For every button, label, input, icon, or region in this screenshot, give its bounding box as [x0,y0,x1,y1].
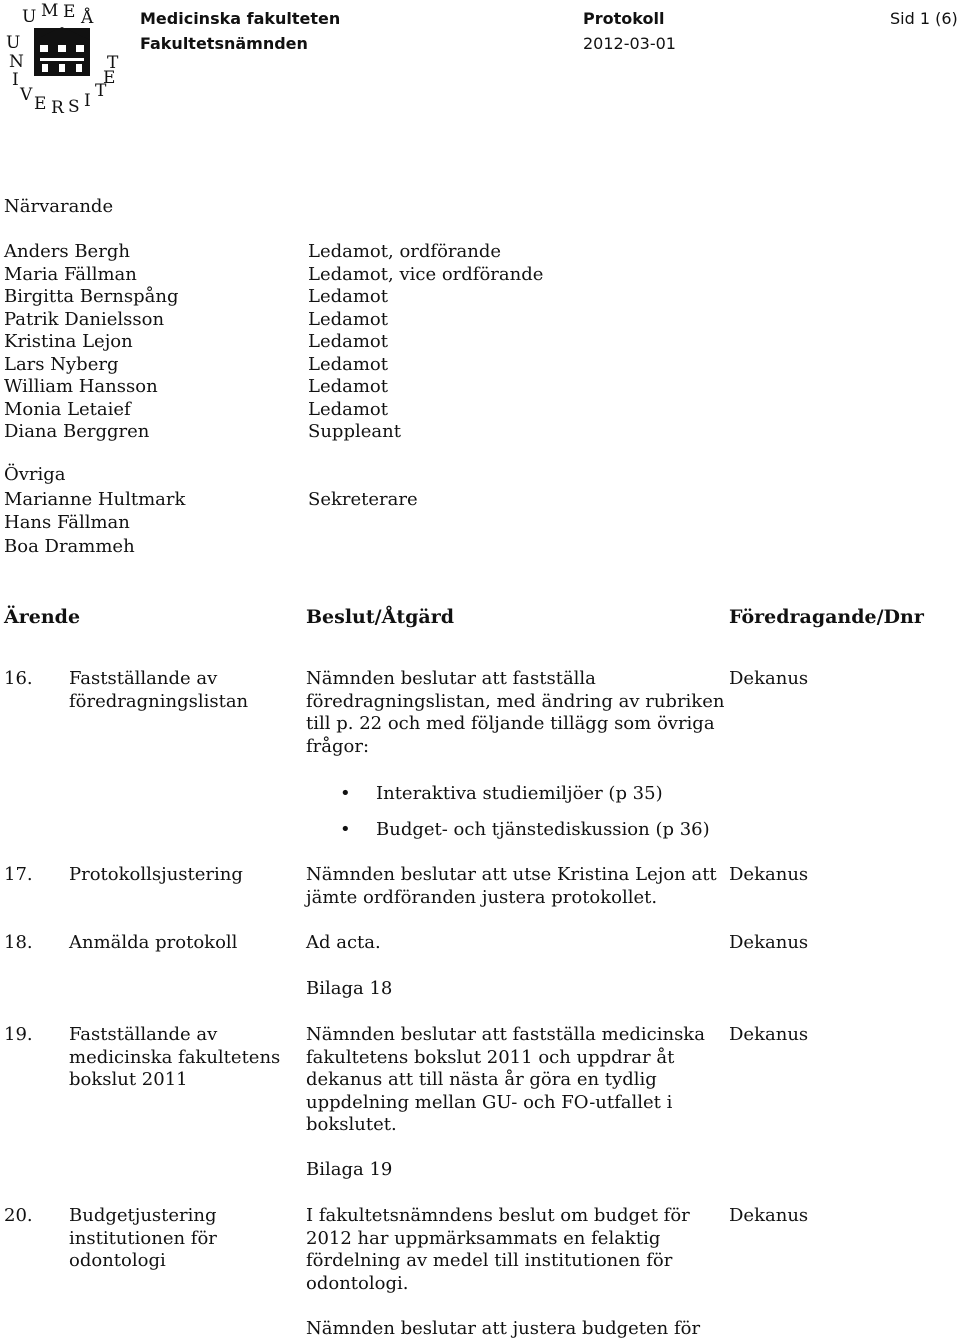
item-title [69,932,237,955]
member-name: Kristina Lejon [4,331,133,352]
attachment-reference: Bilaga 18 [306,978,393,999]
other-role: Sekreterare [308,489,418,510]
others-roles [308,489,418,512]
svg-text:I: I [12,70,19,90]
item-number: 17. [4,864,33,885]
item-presenter: Dekanus [729,1024,809,1045]
item-title-line: odontologi [69,1250,166,1271]
bullet-text: Budget- och tjänstediskussion (p 36) [376,819,710,840]
decision-line: bokslutet. [306,1114,397,1135]
item-title [69,668,248,713]
item-title [69,1024,280,1092]
svg-text:M: M [41,1,59,21]
item-title-line: bokslut 2011 [69,1069,188,1090]
page-number: Sid 1 (6) [890,9,958,28]
bullet-icon: • [340,783,351,804]
item-title [69,864,243,887]
member-name: Maria Fällman [4,263,137,285]
university-seal [0,0,125,125]
svg-text:U: U [6,33,21,53]
svg-text:N: N [9,52,24,72]
decision-line: Nämnden beslutar att utse Kristina Lejon att [306,864,717,885]
svg-text:T: T [107,53,119,73]
decision-line: jämte ordföranden justera protokollet. [306,886,658,908]
attachment-reference: Bilaga 19 [306,1159,393,1180]
member-role: Ledamot, vice ordförande [308,263,544,285]
decision-line: fakultetens bokslut 2011 och uppdrar åt [306,1046,675,1068]
item-title-line: Budgetjustering [69,1205,217,1226]
item-decision-continued [306,1318,700,1341]
column-heading-item: Ärende [4,606,81,628]
decision-line: I fakultetsnämndens beslut om budget för [306,1205,690,1226]
decision-line: Nämnden beslutar att fastställa medicinska [306,1024,705,1045]
university-logo [0,0,125,125]
item-decision [306,1205,690,1295]
present-roles [308,241,543,444]
svg-text:S: S [68,97,80,117]
other-name: Hans Fällman [4,511,130,533]
member-name: William Hansson [4,376,158,397]
svg-text:U: U [22,7,37,27]
item-title-line: Fastställande av [69,668,218,689]
svg-text:T: T [95,81,107,101]
member-role: Ledamot, ordförande [308,241,502,262]
column-heading-presenter: Föredragande/Dnr [729,606,924,628]
svg-text:R: R [51,98,64,118]
others-names [4,489,185,559]
item-decision [306,932,381,955]
item-number: 16. [4,668,33,689]
member-role: Ledamot [308,331,388,352]
other-name: Marianne Hultmark [4,489,186,510]
item-presenter: Dekanus [729,668,809,689]
item-title-line: Anmälda protokoll [69,932,238,953]
member-role: Ledamot [308,353,388,375]
decision-line: Ad acta. [306,932,381,953]
item-presenter: Dekanus [729,932,809,953]
item-decision [306,1024,705,1137]
member-name: Birgitta Bernspång [4,286,179,307]
decision-line: Nämnden beslutar att fastställa [306,668,596,689]
item-presenter: Dekanus [729,864,809,885]
item-presenter: Dekanus [729,1205,809,1226]
member-name: Anders Bergh [4,241,130,262]
decision-line: fördelning av medel till institutionen för [306,1250,673,1271]
member-role: Ledamot [308,286,388,307]
member-name: Monia Letaief [4,398,131,420]
member-name: Patrik Danielsson [4,308,165,330]
board-name: Fakultetsnämnden [140,34,308,53]
item-decision [306,668,724,758]
decision-line: till p. 22 och med följande tillägg som övriga [306,713,715,734]
member-name: Lars Nyberg [4,353,119,375]
member-role: Suppleant [308,421,401,442]
item-title [69,1205,217,1273]
decision-line: odontologi. [306,1272,409,1294]
meeting-date: 2012-03-01 [583,34,676,53]
member-role: Ledamot [308,398,388,420]
decision-line: Nämnden beslutar att justera budgeten för [306,1318,701,1339]
svg-text:E: E [34,94,47,114]
item-title-line: medicinska fakultetens [69,1046,281,1068]
decision-line: uppdelning mellan GU- och FO-utfallet i [306,1091,673,1113]
svg-text:Å: Å [81,8,94,28]
member-role: Ledamot [308,308,388,330]
item-title-line: Fastställande av [69,1024,218,1045]
svg-text:E: E [63,2,76,22]
svg-text:E: E [103,68,116,88]
decision-line: dekanus att till nästa år göra en tydlig [306,1069,657,1090]
bullet-icon: • [340,819,351,840]
item-title-line: föredragningslistan [69,690,249,712]
present-names [4,241,178,444]
item-title-line: institutionen för [69,1227,217,1249]
bullet-text: Interaktiva studiemiljöer (p 35) [376,783,663,804]
faculty-name: Medicinska fakulteten [140,9,341,28]
item-number: 18. [4,932,33,953]
item-title-line: Protokollsjustering [69,864,243,885]
decision-line: 2012 har uppmärksammats en felaktig [306,1227,661,1249]
document-type: Protokoll [583,9,665,28]
present-heading: Närvarande [4,196,114,217]
other-name: Boa Drammeh [4,536,135,557]
svg-text:V: V [20,85,33,105]
svg-text:I: I [84,91,91,111]
decision-line: frågor: [306,735,370,757]
item-number: 20. [4,1205,33,1226]
member-name: Diana Berggren [4,421,150,442]
others-heading: Övriga [4,464,66,485]
decision-line: föredragningslistan, med ändring av rubriken [306,690,725,712]
member-role: Ledamot [308,376,388,397]
item-number: 19. [4,1024,33,1045]
item-decision [306,864,717,909]
column-heading-decision: Beslut/Åtgärd [306,606,455,628]
